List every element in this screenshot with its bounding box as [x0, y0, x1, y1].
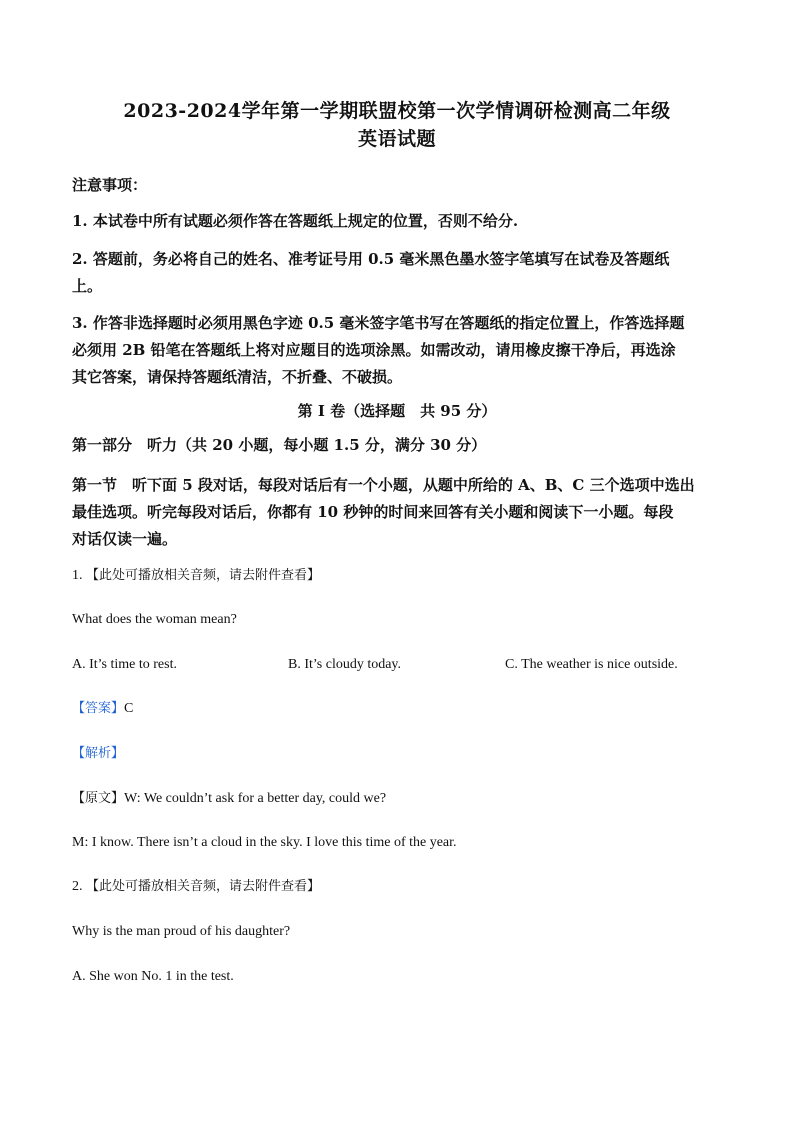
question-1-audio-link[interactable]: 【此处可播放相关音频，请去附件查看】 [86, 568, 321, 583]
answer-value: C [124, 701, 134, 716]
question-2-audio-link[interactable]: 【此处可播放相关音频，请去附件查看】 [86, 879, 321, 894]
section-one-line-2: 最佳选项。听完每段对话后，你都有 10 秒钟的时间来回答有关小题和阅读下一小题。每段 [72, 503, 674, 521]
answer-tag: 【答案】 [72, 701, 125, 716]
notice-item-3 [72, 310, 726, 391]
original-w-text: W: We couldn’t ask for a better day, could we? [124, 791, 387, 806]
question-1-header [72, 566, 726, 586]
question-1-original-m: M: I know. There isn’t a cloud in the sky. I love this time of the year. [72, 835, 457, 850]
part-one-heading: 第一部分 听力（共 20 小题，每小题 1.5 分，满分 30 分） [72, 436, 487, 454]
exam-title: 2023-2024学年第一学期联盟校第一次学情调研检测高二年级 [123, 100, 671, 122]
notice-item-2-line-1: 2. 答题前，务必将自己的姓名、准考证号用 0.5 毫米黑色墨水签字笔填写在试卷及答题纸 [72, 250, 670, 268]
question-1-analysis [72, 744, 726, 764]
notice-item-3-line-3: 其它答案，请保持答题纸清洁，不折叠、不破损。 [72, 368, 403, 386]
notice-item-2 [72, 246, 726, 300]
notice-item-2-line-2: 上。 [72, 277, 103, 295]
question-2-text: Why is the man proud of his daughter? [72, 924, 291, 939]
volume-heading: 第 I 卷（选择题 共 95 分） [297, 402, 497, 420]
question-2-option-a: A. She won No. 1 in the test. [72, 969, 234, 984]
question-2-number: 2. [72, 879, 83, 894]
notice-item-1: 1. 本试卷中所有试题必须作答在答题纸上规定的位置，否则不给分. [72, 212, 519, 230]
notice-heading: 注意事项： [72, 176, 148, 194]
question-1-text: What does the woman mean? [72, 612, 237, 627]
analysis-tag: 【解析】 [72, 746, 125, 761]
section-one-line-3: 对话仅读一遍。 [72, 530, 178, 548]
question-2-header [72, 877, 726, 897]
section-one-instructions [72, 472, 726, 553]
notice-item-3-line-1: 3. 作答非选择题时必须用黑色字迹 0.5 毫米签字笔书写在答题纸的指定位置上，作答选择题 [72, 314, 685, 332]
question-1-answer [72, 699, 726, 719]
exam-subtitle: 英语试题 [357, 128, 436, 150]
question-1-option-a: A. It’s time to rest. [72, 657, 177, 672]
question-1-original-w [72, 789, 726, 809]
notice-item-3-line-2: 必须用 2B 铅笔在答题纸上将对应题目的选项涂黑。如需改动，请用橡皮擦干净后，再选涂 [72, 341, 676, 359]
section-one-line-1: 第一节 听下面 5 段对话，每段对话后有一个小题，从题中所给的 A、B、C 三个选项中选出 [72, 476, 695, 494]
question-1-option-b: B. It’s cloudy today. [288, 657, 402, 672]
question-1-option-c: C. The weather is nice outside. [505, 657, 678, 672]
question-1-number: 1. [72, 568, 83, 583]
original-tag: 【原文】 [72, 791, 125, 806]
